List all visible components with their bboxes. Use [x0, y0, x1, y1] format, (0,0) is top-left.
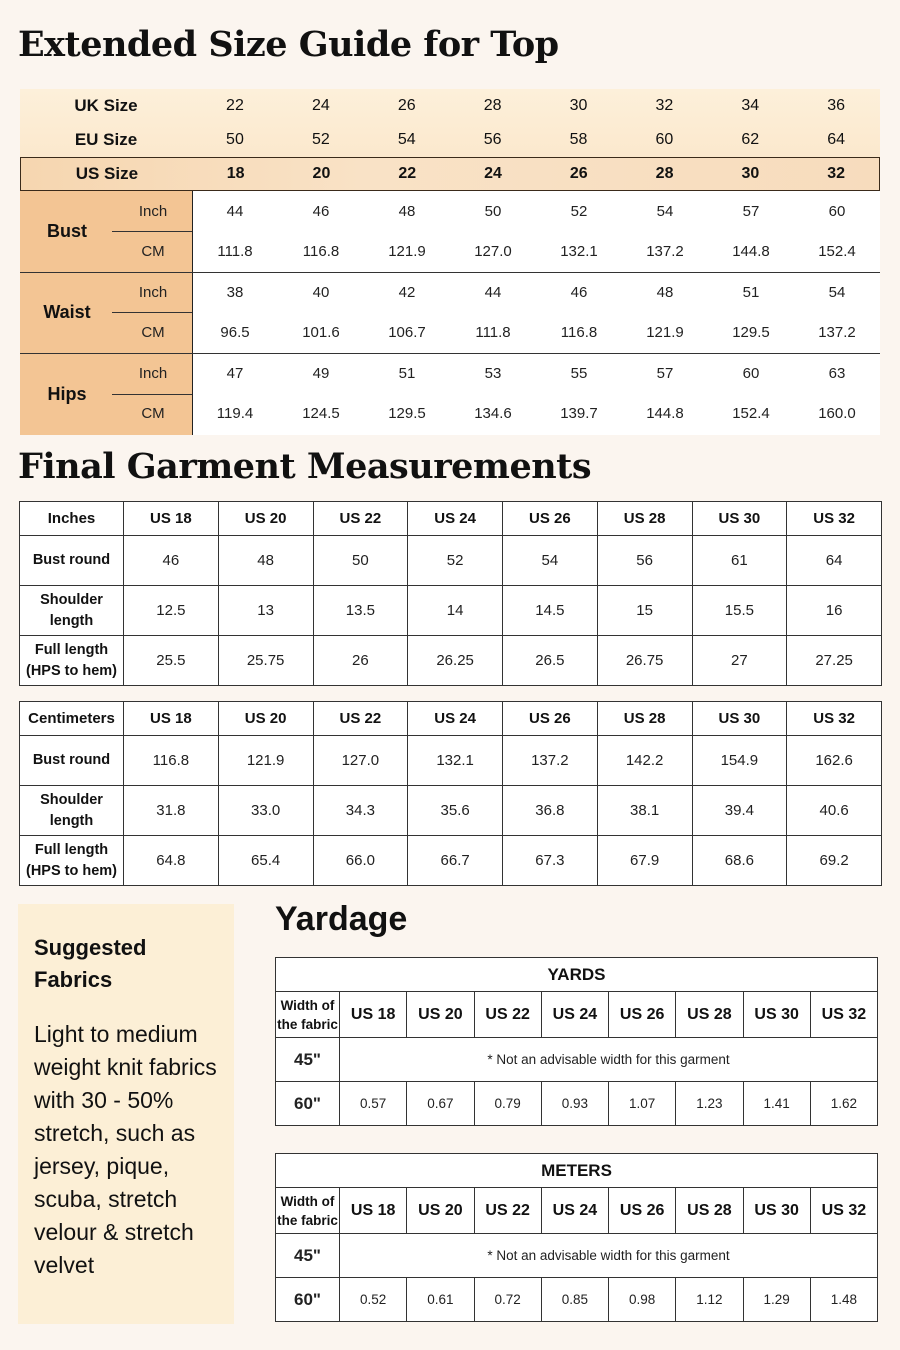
body-measurements — [20, 191, 880, 435]
yardage-meters-table — [275, 1153, 878, 1322]
value-cell: 54 — [828, 283, 846, 301]
eu-size-cell: 58 — [569, 131, 588, 148]
value-cell: 56 — [597, 536, 692, 586]
value-cell: 34.3 — [313, 786, 408, 836]
value-cell: 144.8 — [732, 242, 770, 260]
size-header: US 30 — [743, 1188, 810, 1234]
uk-size-label: UK Size — [74, 96, 138, 115]
value-cell: 39.4 — [692, 786, 787, 836]
value-cell: 15.5 — [692, 586, 787, 636]
value-cell: 15 — [597, 586, 692, 636]
eu-size-row — [20, 123, 880, 157]
value-cell: 137.2 — [503, 736, 598, 786]
unit-cm-label: CM — [141, 323, 165, 341]
waist-measurement — [20, 272, 880, 353]
value-cell: 57 — [742, 202, 760, 220]
value-cell: 67.3 — [503, 836, 598, 886]
value-cell: 12.5 — [124, 586, 219, 636]
row-label: Bust round — [20, 736, 124, 786]
page-title: Extended Size Guide for Top — [18, 24, 559, 65]
value-cell: 40 — [312, 283, 330, 301]
us-size-label: US Size — [75, 164, 139, 183]
value-cell: 14 — [408, 586, 503, 636]
size-guide-table — [20, 89, 880, 435]
fabric-width-label: 60" — [276, 1082, 340, 1126]
value-cell: 1.48 — [810, 1278, 877, 1322]
band-row — [276, 1154, 878, 1188]
eu-size-cell: 54 — [397, 131, 416, 148]
value-cell: 38 — [226, 283, 244, 301]
value-cell: 1.29 — [743, 1278, 810, 1322]
value-cell: 52 — [408, 536, 503, 586]
width-header-line: Width of — [280, 997, 335, 1013]
value-cell: 116.8 — [124, 736, 219, 786]
width-header-line: the fabric — [277, 1212, 338, 1228]
width-header-line: the fabric — [277, 1016, 338, 1032]
row-label-line: length — [49, 812, 94, 829]
unit-inch-label: Inch — [138, 365, 168, 383]
uk-size-cell: 22 — [226, 97, 244, 114]
value-cell: 137.2 — [646, 242, 684, 260]
value-cell: 54 — [656, 202, 674, 220]
value-cell: 35.6 — [408, 786, 503, 836]
fabrics-description: Light to medium weight knit fabrics with 30 - 50% stretch, such as jersey, pique, scuba, stretch velour & stretch velvet — [34, 1021, 217, 1278]
hips-measurement — [20, 354, 880, 435]
value-cell: 26.25 — [408, 636, 503, 686]
unit-inch-label: Inch — [138, 202, 168, 220]
row-label-line: Full length — [34, 841, 109, 858]
value-cell: 63 — [828, 365, 846, 383]
value-cell: 27.25 — [787, 636, 882, 686]
row-label-line: Shoulder — [40, 591, 103, 608]
width-of-fabric-header — [276, 1188, 340, 1234]
value-cell: 49 — [312, 365, 330, 383]
value-cell: 44 — [226, 202, 244, 220]
inch-values-row — [192, 191, 880, 231]
value-cell: 25.5 — [124, 636, 219, 686]
value-cell: 1.12 — [676, 1278, 743, 1322]
final-measurements-inches-table — [19, 501, 882, 686]
eu-size-cell: 56 — [483, 131, 502, 148]
value-cell: 160.0 — [818, 405, 856, 423]
size-header: US 22 — [474, 1188, 541, 1234]
value-cell: 26 — [313, 636, 408, 686]
size-header: US 18 — [124, 702, 219, 736]
table-row — [20, 736, 882, 786]
value-cell: 33.0 — [218, 786, 313, 836]
value-cell: 127.0 — [313, 736, 408, 786]
table-row — [20, 586, 882, 636]
inch-values-row — [192, 354, 880, 394]
value-cell: 42 — [398, 283, 416, 301]
value-cell: 40.6 — [787, 786, 882, 836]
size-header: US 32 — [787, 502, 882, 536]
width-of-fabric-header — [276, 992, 340, 1038]
size-header: US 18 — [124, 502, 219, 536]
value-cell: 53 — [484, 365, 502, 383]
value-cell: 38.1 — [597, 786, 692, 836]
size-header: US 22 — [474, 992, 541, 1038]
measurement-name: Waist — [43, 302, 91, 323]
final-measurements-title: Final Garment Measurements — [18, 446, 592, 487]
value-cell: 50 — [313, 536, 408, 586]
measurement-name: Bust — [47, 221, 87, 241]
size-header: US 26 — [503, 702, 598, 736]
header-row — [20, 702, 882, 736]
value-cell: 1.62 — [810, 1082, 877, 1126]
header-row — [276, 1188, 878, 1234]
value-cell: 0.61 — [407, 1278, 474, 1322]
value-cell: 0.98 — [609, 1278, 676, 1322]
table-row — [276, 1278, 878, 1322]
size-header: US 24 — [541, 1188, 608, 1234]
cm-values-row — [192, 312, 880, 352]
us-size-row — [20, 157, 880, 191]
table-row — [20, 786, 882, 836]
value-cell: 106.7 — [388, 323, 426, 341]
value-cell: 44 — [484, 283, 502, 301]
value-cell: 25.75 — [218, 636, 313, 686]
value-cell: 134.6 — [474, 405, 512, 423]
value-cell: 14.5 — [503, 586, 598, 636]
us-size-cell: 26 — [569, 165, 588, 182]
unit-cm-label: CM — [141, 242, 165, 260]
size-header: US 20 — [407, 992, 474, 1038]
yardage-title: Yardage — [275, 900, 408, 938]
value-cell: 65.4 — [218, 836, 313, 886]
value-cell: 124.5 — [302, 405, 340, 423]
size-header: US 20 — [407, 1188, 474, 1234]
size-header: US 22 — [313, 702, 408, 736]
size-header: US 26 — [609, 1188, 676, 1234]
size-header: US 24 — [541, 992, 608, 1038]
unit-header: Inches — [20, 502, 124, 536]
value-cell: 0.52 — [340, 1278, 407, 1322]
size-header: US 18 — [340, 992, 407, 1038]
us-size-cell: 28 — [655, 165, 674, 182]
value-cell: 52 — [570, 202, 588, 220]
width-header-line: Width of — [280, 1193, 335, 1209]
uk-size-cell: 26 — [397, 97, 416, 114]
table-row — [276, 1234, 878, 1278]
uk-size-cell: 32 — [655, 97, 674, 114]
row-label-line: (HPS to hem) — [25, 862, 118, 879]
value-cell: 36.8 — [503, 786, 598, 836]
size-header: US 30 — [692, 502, 787, 536]
size-header: US 24 — [408, 702, 503, 736]
us-size-cell: 30 — [741, 165, 760, 182]
value-cell: 119.4 — [216, 405, 254, 423]
row-label-line: length — [49, 612, 94, 629]
row-label-line: (HPS to hem) — [25, 662, 118, 679]
value-cell: 51 — [398, 365, 416, 383]
value-cell: 0.85 — [541, 1278, 608, 1322]
meters-band-header: METERS — [276, 1154, 878, 1188]
value-cell: 60 — [742, 365, 760, 383]
value-cell: 127.0 — [474, 242, 512, 260]
value-cell: 129.5 — [388, 405, 426, 423]
eu-size-label: EU Size — [74, 130, 138, 149]
value-cell: 13.5 — [313, 586, 408, 636]
uk-size-cell: 30 — [569, 97, 588, 114]
value-cell: 54 — [503, 536, 598, 586]
value-cell: 132.1 — [560, 242, 598, 260]
value-cell: 144.8 — [646, 405, 684, 423]
cm-values-row — [192, 231, 880, 271]
us-size-cell: 20 — [312, 165, 331, 182]
size-header: US 22 — [313, 502, 408, 536]
row-label-line: Shoulder — [40, 791, 103, 808]
value-cell: 27 — [692, 636, 787, 686]
us-size-cell: 22 — [398, 165, 417, 182]
value-cell: 129.5 — [732, 323, 770, 341]
value-cell: 139.7 — [560, 405, 598, 423]
value-cell: 116.8 — [302, 242, 340, 260]
value-cell: 137.2 — [818, 323, 856, 341]
size-header: US 28 — [597, 702, 692, 736]
eu-size-cell: 64 — [827, 131, 846, 148]
value-cell: 64 — [787, 536, 882, 586]
value-cell: 152.4 — [732, 405, 770, 423]
table-row — [276, 1038, 878, 1082]
uk-size-cell: 36 — [827, 97, 846, 114]
value-cell: 64.8 — [124, 836, 219, 886]
row-label: Bust round — [20, 536, 124, 586]
size-header: US 32 — [810, 1188, 877, 1234]
value-cell: 0.67 — [407, 1082, 474, 1126]
value-cell: 13 — [218, 586, 313, 636]
value-cell: 48 — [218, 536, 313, 586]
table-row — [20, 636, 882, 686]
value-cell: 66.0 — [313, 836, 408, 886]
uk-size-cell: 24 — [311, 97, 330, 114]
value-cell: 121.9 — [646, 323, 684, 341]
final-measurements-cm-table — [19, 701, 882, 886]
size-header: US 30 — [692, 702, 787, 736]
us-size-cell: 24 — [484, 165, 502, 182]
size-header: US 28 — [597, 502, 692, 536]
fabrics-heading-line: Fabrics — [34, 967, 113, 992]
value-cell: 55 — [570, 365, 588, 383]
value-cell: 47 — [226, 365, 244, 383]
value-cell: 154.9 — [692, 736, 787, 786]
value-cell: 68.6 — [692, 836, 787, 886]
unit-cm-label: CM — [141, 405, 165, 423]
value-cell: 61 — [692, 536, 787, 586]
fabric-width-label: 45" — [276, 1234, 340, 1278]
measurement-name: Hips — [47, 383, 87, 404]
value-cell: 0.79 — [474, 1082, 541, 1126]
size-header: US 32 — [810, 992, 877, 1038]
value-cell: 111.8 — [475, 323, 511, 341]
size-header: US 32 — [787, 702, 882, 736]
table-row — [20, 836, 882, 886]
size-header: US 20 — [218, 502, 313, 536]
value-cell: 1.23 — [676, 1082, 743, 1126]
value-cell: 121.9 — [388, 242, 426, 260]
value-cell: 48 — [398, 202, 416, 220]
value-cell: 31.8 — [124, 786, 219, 836]
size-header: US 18 — [340, 1188, 407, 1234]
yardage-yards-table — [275, 957, 878, 1126]
uk-size-row — [20, 89, 880, 123]
value-cell: 162.6 — [787, 736, 882, 786]
row-label — [20, 636, 124, 686]
band-row — [276, 958, 878, 992]
table-row — [276, 1082, 878, 1126]
row-label — [20, 786, 124, 836]
value-cell: 1.41 — [743, 1082, 810, 1126]
not-advisable-note: * Not an advisable width for this garment — [340, 1038, 878, 1082]
size-header: US 24 — [408, 502, 503, 536]
header-row — [20, 502, 882, 536]
value-cell: 50 — [484, 202, 502, 220]
inch-values-row — [192, 272, 880, 312]
eu-size-cell: 62 — [741, 131, 760, 148]
cm-values-row — [192, 394, 880, 434]
value-cell: 26.75 — [597, 636, 692, 686]
size-header: US 26 — [503, 502, 598, 536]
us-size-cell: 18 — [226, 165, 245, 182]
value-cell: 46 — [124, 536, 219, 586]
value-cell: 0.72 — [474, 1278, 541, 1322]
value-cell: 66.7 — [408, 836, 503, 886]
fabrics-heading — [34, 932, 218, 996]
value-cell: 69.2 — [787, 836, 882, 886]
row-label — [20, 836, 124, 886]
value-cell: 51 — [742, 283, 760, 301]
value-cell: 101.6 — [302, 323, 340, 341]
value-cell: 0.57 — [340, 1082, 407, 1126]
header-row — [276, 992, 878, 1038]
eu-size-cell: 50 — [226, 131, 244, 148]
uk-size-cell: 34 — [741, 97, 760, 114]
size-header: US 20 — [218, 702, 313, 736]
size-header: US 30 — [743, 992, 810, 1038]
value-cell: 0.93 — [541, 1082, 608, 1126]
value-cell: 16 — [787, 586, 882, 636]
size-header: US 28 — [676, 1188, 743, 1234]
row-label-line: Full length — [34, 641, 109, 658]
value-cell: 26.5 — [503, 636, 598, 686]
unit-inch-label: Inch — [138, 283, 168, 301]
value-cell: 57 — [656, 365, 674, 383]
value-cell: 116.8 — [560, 323, 598, 341]
size-header: US 28 — [676, 992, 743, 1038]
bust-measurement — [20, 191, 880, 272]
fabric-width-label: 45" — [276, 1038, 340, 1082]
fabrics-heading-line: Suggested — [34, 935, 147, 960]
value-cell: 96.5 — [220, 323, 250, 341]
unit-header: Centimeters — [20, 702, 124, 736]
value-cell: 60 — [828, 202, 846, 220]
eu-size-cell: 60 — [655, 131, 674, 148]
value-cell: 67.9 — [597, 836, 692, 886]
value-cell: 46 — [312, 202, 330, 220]
table-row — [20, 536, 882, 586]
yards-band-header: YARDS — [276, 958, 878, 992]
value-cell: 1.07 — [609, 1082, 676, 1126]
fabric-width-label: 60" — [276, 1278, 340, 1322]
value-cell: 111.8 — [217, 242, 253, 260]
us-size-cell: 32 — [827, 165, 846, 182]
uk-size-cell: 28 — [483, 97, 502, 114]
not-advisable-note: * Not an advisable width for this garment — [340, 1234, 878, 1278]
value-cell: 121.9 — [218, 736, 313, 786]
value-cell: 142.2 — [597, 736, 692, 786]
value-cell: 46 — [570, 283, 588, 301]
value-cell: 132.1 — [408, 736, 503, 786]
size-header: US 26 — [609, 992, 676, 1038]
value-cell: 48 — [656, 283, 674, 301]
eu-size-cell: 52 — [311, 131, 330, 148]
suggested-fabrics-panel — [18, 904, 234, 1324]
value-cell: 152.4 — [818, 242, 856, 260]
row-label — [20, 586, 124, 636]
